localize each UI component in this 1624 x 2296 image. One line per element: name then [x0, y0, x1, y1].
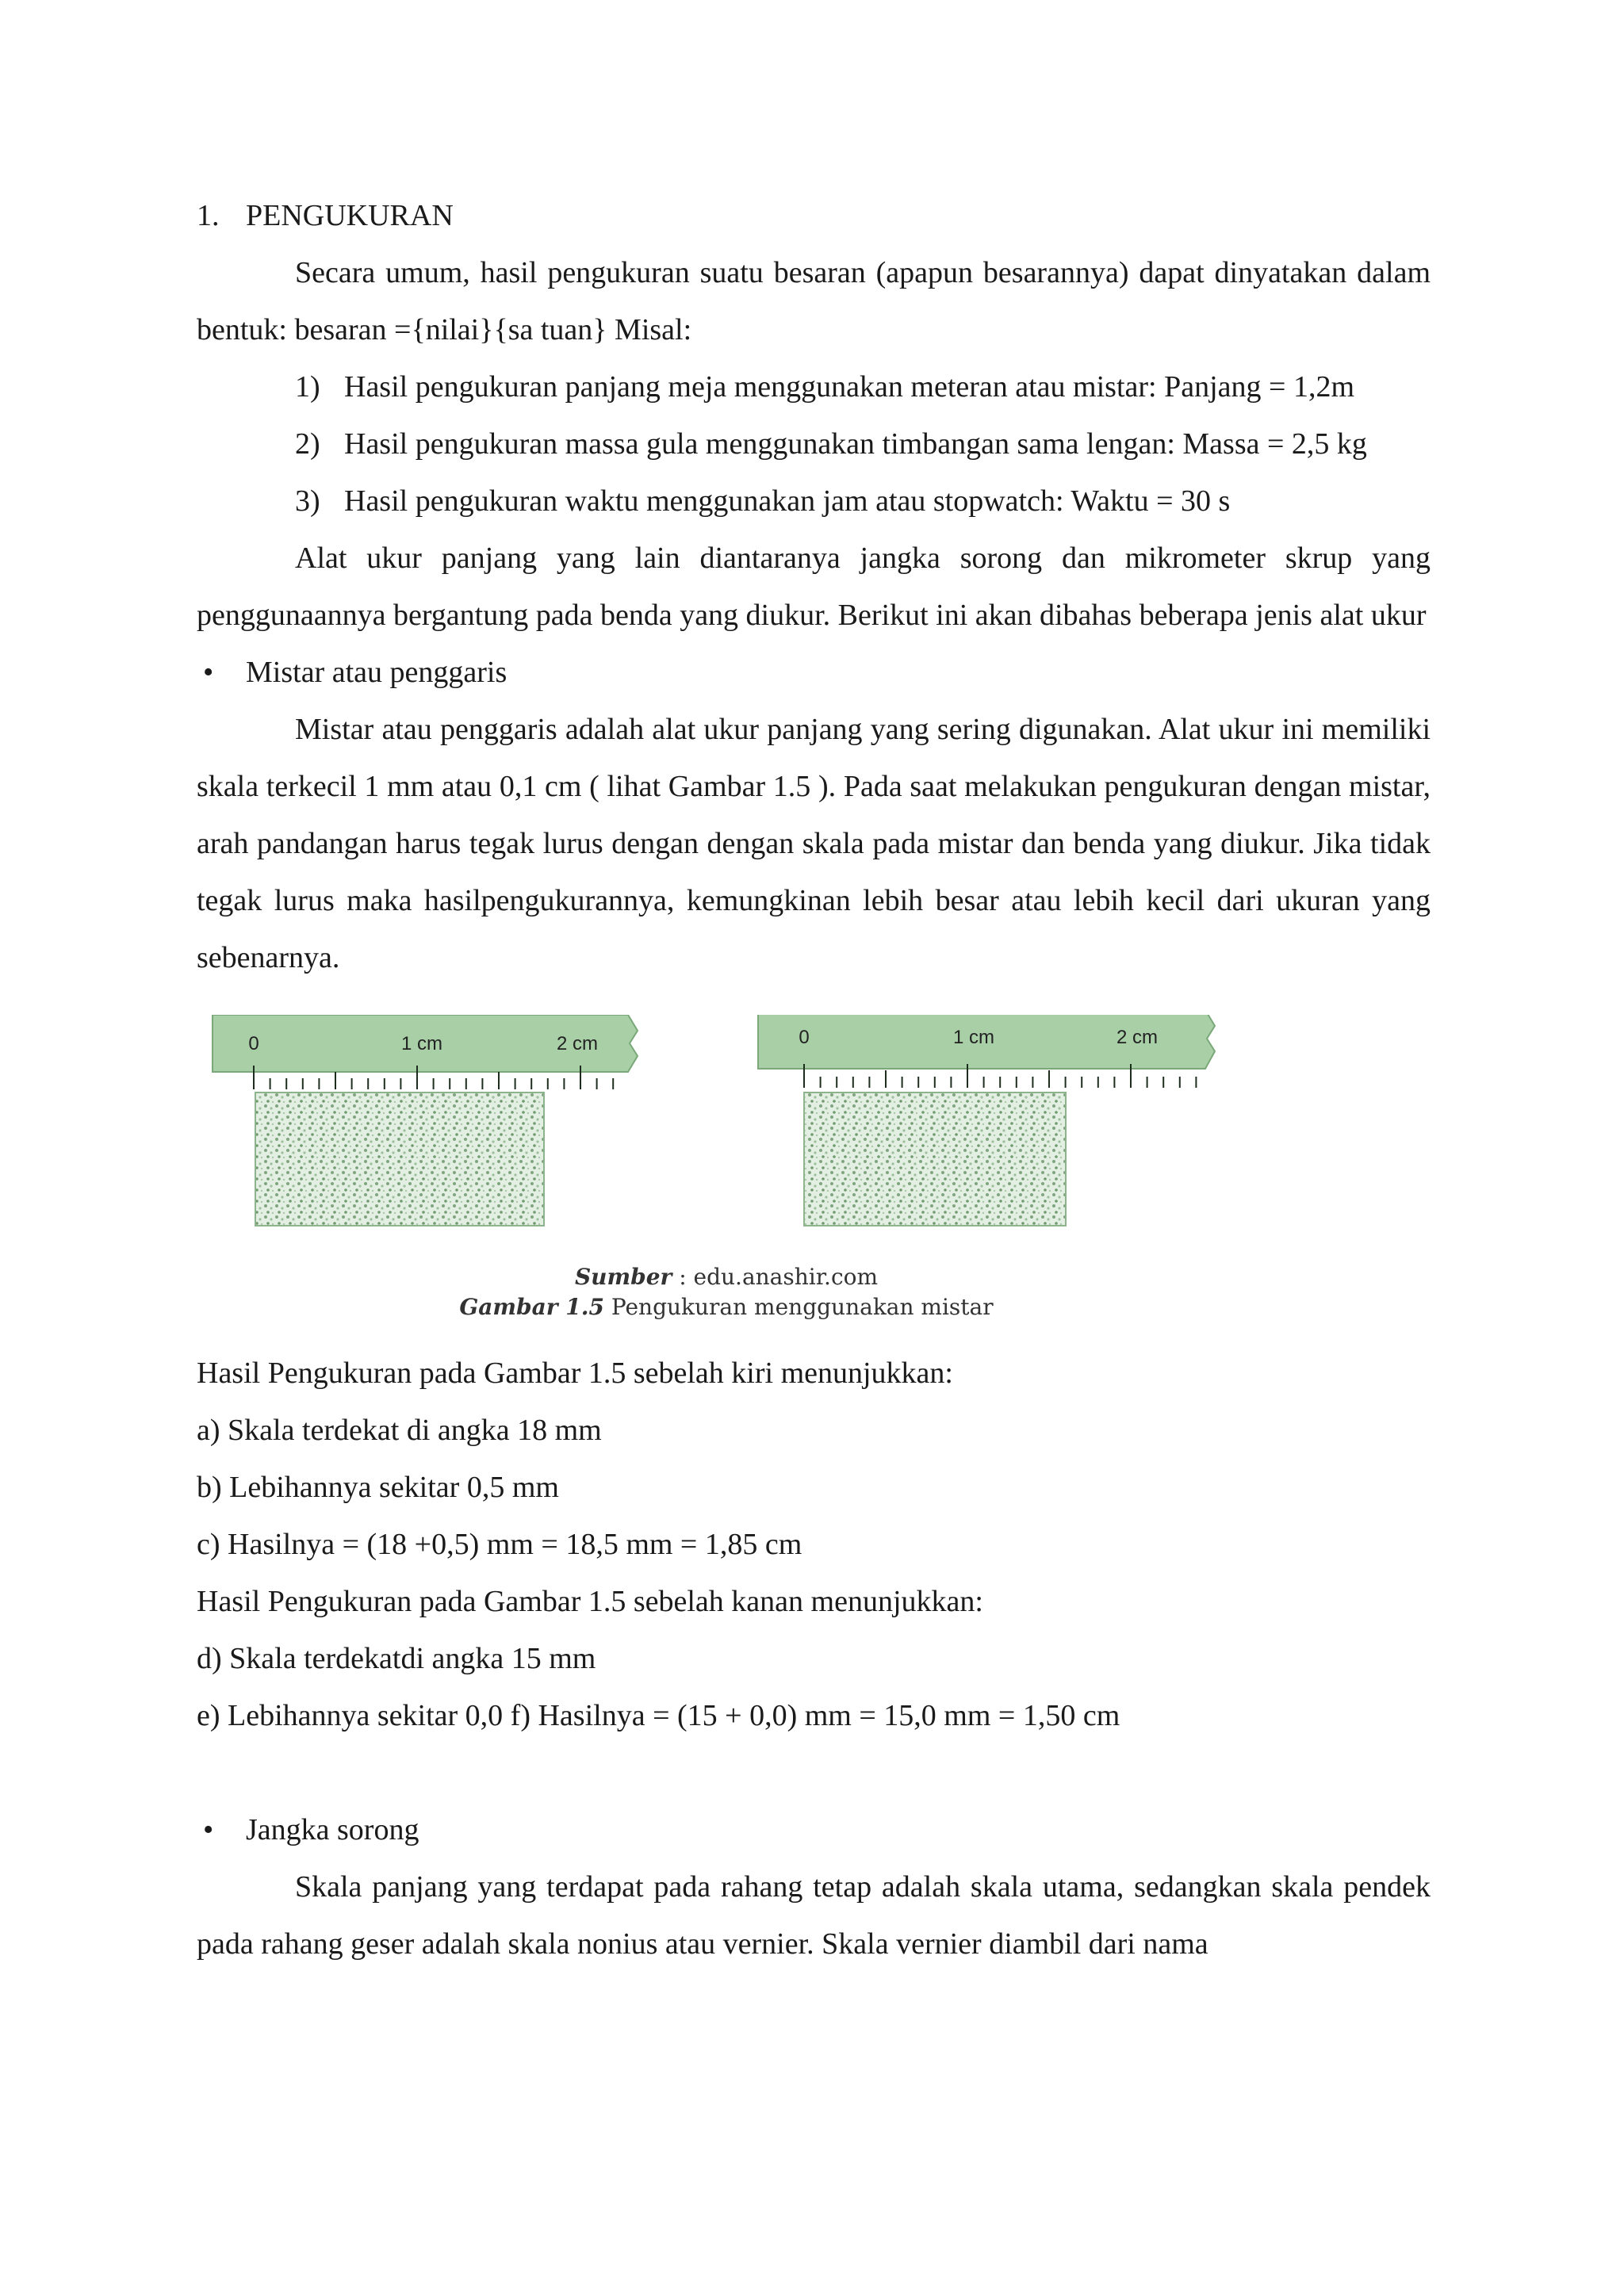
alat-ukur-paragraph: Alat ukur panjang yang lain diantaranya jangka sorong dan mikrometer skrup yang penggunaannya bergantung pada benda yang diukur. Berikut ini akan dibahas beberapa jenis alat ukur	[197, 541, 1431, 632]
examples-list	[197, 358, 1431, 530]
spacer	[197, 1744, 1431, 1801]
list-item	[295, 358, 1431, 415]
result-line: b) Lebihannya sekitar 0,5 mm	[197, 1471, 559, 1504]
jangka-sorong-paragraph: Skala panjang yang terdapat pada rahang tetap adalah skala utama, sedangkan skala pendek pada rahang geser adalah skala nonius atau vernier. Skala vernier diambil dari nama	[197, 1870, 1431, 1961]
document-page	[197, 187, 1431, 1973]
caption-label: Gambar 1.5	[459, 1294, 604, 1320]
list-item-number: 1)	[295, 370, 320, 404]
list-item-text: Hasil pengukuran panjang meja menggunakan meteran atau mistar: Panjang = 1,2m	[344, 370, 1355, 404]
source-label: Sumber	[574, 1264, 672, 1290]
figure-1-5	[197, 1015, 1431, 1332]
list-item-text: Hasil pengukuran waktu menggunakan jam atau stopwatch: Waktu = 30 s	[344, 484, 1231, 518]
left-ruler-label-1cm: 1 cm	[400, 1033, 443, 1054]
source-text: : edu.anashir.com	[672, 1264, 879, 1290]
right-ruler-label-2cm: 2 cm	[1116, 1027, 1159, 1048]
result-line: c) Hasilnya = (18 +0,5) mm = 18,5 mm = 1,85 cm	[197, 1528, 802, 1561]
list-item	[295, 415, 1431, 473]
right-ruler-label-1cm: 1 cm	[952, 1027, 995, 1048]
bullet-text: Jangka sorong	[246, 1813, 419, 1846]
result-line: Hasil Pengukuran pada Gambar 1.5 sebelah kanan menunjukkan:	[197, 1585, 983, 1618]
result-line: d) Skala terdekatdi angka 15 mm	[197, 1642, 596, 1675]
left-specimen	[255, 1093, 544, 1226]
ruler-illustration	[197, 1015, 1431, 1261]
right-ruler-label-0: 0	[799, 1027, 810, 1048]
result-line: e) Lebihannya sekitar 0,0 f) Hasilnya = (15 + 0,0) mm = 15,0 mm = 1,50 cm	[197, 1699, 1120, 1732]
left-ruler-label-2cm: 2 cm	[556, 1033, 599, 1054]
list-item-number: 3)	[295, 484, 320, 518]
result-line: Hasil Pengukuran pada Gambar 1.5 sebelah kiri menunjukkan:	[197, 1357, 953, 1390]
list-item-number: 2)	[295, 427, 320, 461]
bullet-icon: •	[203, 656, 214, 689]
list-item	[295, 473, 1431, 530]
section-heading	[197, 187, 1431, 244]
left-measurement	[213, 1015, 638, 1226]
bullet-text: Mistar atau penggaris	[246, 656, 508, 689]
right-measurement	[758, 1015, 1215, 1226]
left-ruler-label-0: 0	[248, 1033, 259, 1054]
intro-paragraph: Secara umum, hasil pengukuran suatu besaran (apapun besarannya) dapat dinyatakan dalam bentuk: besaran ={nilai}{sa tuan} Misal:	[197, 256, 1431, 346]
mistar-paragraph: Mistar atau penggaris adalah alat ukur panjang yang sering digunakan. Alat ukur ini memiliki skala terkecil 1 mm atau 0,1 cm ( lihat Gambar 1.5 ). Pada saat melakukan pengukuran dengan mistar, arah pandangan harus tegak lurus dengan dengan skala pada mistar dan benda yang diukur. Jika tidak tegak lurus maka hasilpengukurannya, kemungkinan lebih besar atau lebih kecil dari ukuran yang sebenarnya.	[197, 713, 1431, 974]
list-item-text: Hasil pengukuran massa gula menggunakan timbangan sama lengan: Massa = 2,5 kg	[344, 427, 1367, 461]
figure-source	[109, 1262, 1343, 1292]
bullet-mistar	[197, 644, 1431, 701]
caption-text: Pengukuran menggunakan mistar	[604, 1294, 994, 1320]
section-number: 1.	[197, 199, 220, 232]
figure-caption	[109, 1292, 1343, 1322]
bullet-icon: •	[203, 1813, 214, 1846]
bullet-jangka-sorong	[197, 1801, 1431, 1858]
section-title: PENGUKURAN	[246, 199, 454, 232]
right-specimen	[804, 1093, 1066, 1226]
result-line: a) Skala terdekat di angka 18 mm	[197, 1414, 602, 1447]
